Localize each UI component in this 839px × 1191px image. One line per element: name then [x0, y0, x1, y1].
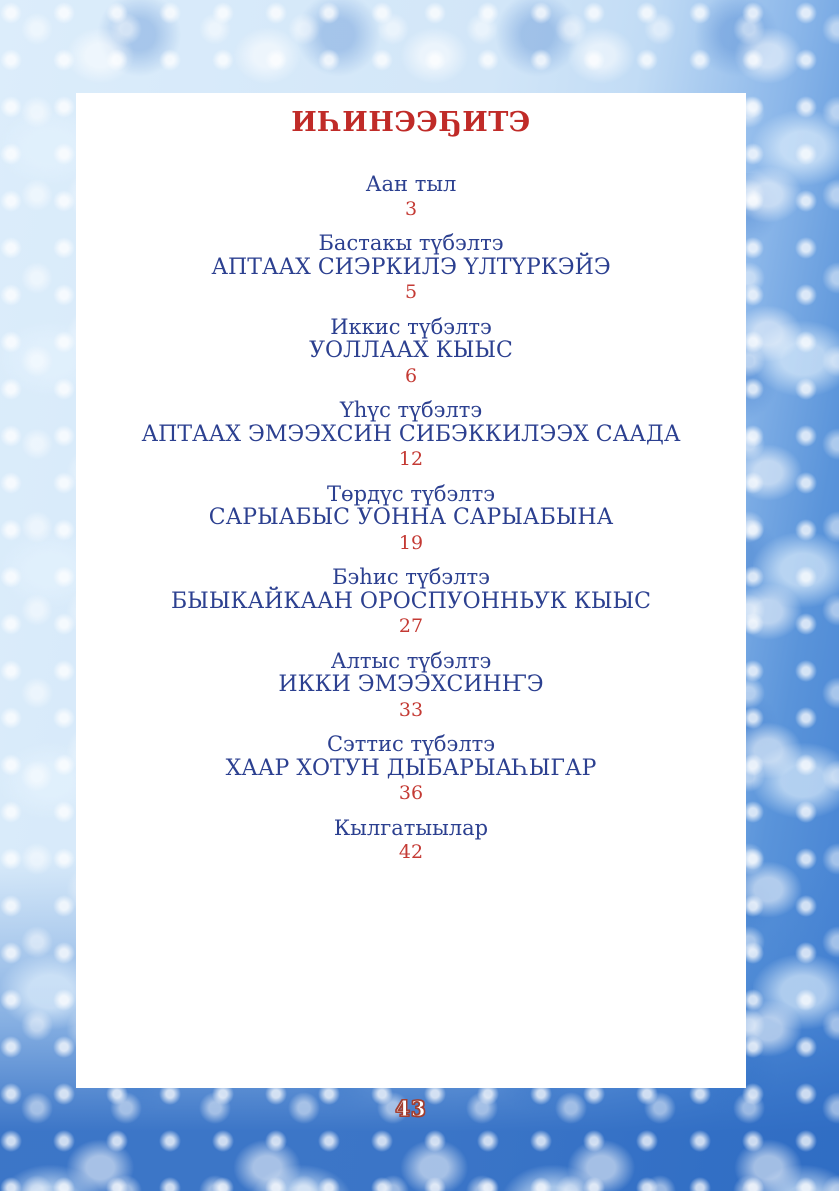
toc-entry	[76, 231, 746, 305]
entry-subtitle: Төрдүс түбэлтэ	[327, 481, 495, 506]
toc-entry	[76, 172, 746, 221]
toc-entry	[76, 482, 746, 556]
entry-title-caps: АПТААХ ЭМЭЭХСИН СИБЭККИЛЭЭХ СААДА	[141, 421, 681, 447]
toc-entry	[76, 565, 746, 639]
entry-title-caps: УОЛЛААХ КЫЫС	[309, 338, 513, 363]
entry-subtitle: Кылгатыылар	[333, 815, 489, 840]
entry-subtitle: Иккис түбэлтэ	[330, 314, 492, 339]
entry-page-number: 12	[398, 448, 424, 470]
toc-entry	[76, 816, 746, 865]
toc-list	[76, 172, 746, 865]
entry-page-number: 33	[398, 698, 424, 721]
entry-title-caps: ИККИ ЭМЭЭХСИНҤЭ	[278, 672, 544, 697]
entry-title-caps: САРЫАБЫС УОННА САРЫАБЫНА	[208, 505, 614, 530]
entry-page-number: 42	[398, 841, 424, 863]
entry-page-number: 5	[404, 281, 418, 303]
footer-page-number: 43	[395, 1096, 427, 1121]
toc-entry	[76, 732, 746, 806]
entry-title-caps: ХААР ХОТУН ДЫБАРЫАҺЫГАР	[225, 755, 597, 781]
entry-subtitle: Бастакы түбэлтэ	[318, 231, 504, 255]
entry-subtitle: Алтыс түбэлтэ	[330, 648, 492, 673]
toc-entry	[76, 315, 746, 389]
content-panel	[76, 93, 746, 1088]
entry-subtitle: Сэттис түбэлтэ	[326, 732, 496, 756]
entry-subtitle: Аан тыл	[365, 172, 457, 196]
entry-subtitle: Үһүс түбэлтэ	[339, 398, 483, 422]
entry-title-caps: АПТААХ СИЭРКИЛЭ ҮЛТҮРКЭЙЭ	[211, 254, 611, 280]
entry-page-number: 3	[404, 197, 418, 220]
entry-title-caps: БЫЫКАЙКААН ОРОСПУОННЬУК КЫЫС	[171, 588, 651, 614]
entry-page-number: 19	[398, 531, 424, 554]
entry-page-number: 6	[404, 364, 418, 387]
toc-entry	[76, 398, 746, 472]
entry-subtitle: Бэһис түбэлтэ	[332, 565, 490, 589]
toc-entry	[76, 649, 746, 723]
entry-page-number: 36	[398, 782, 424, 804]
entry-page-number: 27	[398, 615, 424, 637]
page-title: ИҺИНЭЭҔИТЭ	[291, 107, 531, 138]
